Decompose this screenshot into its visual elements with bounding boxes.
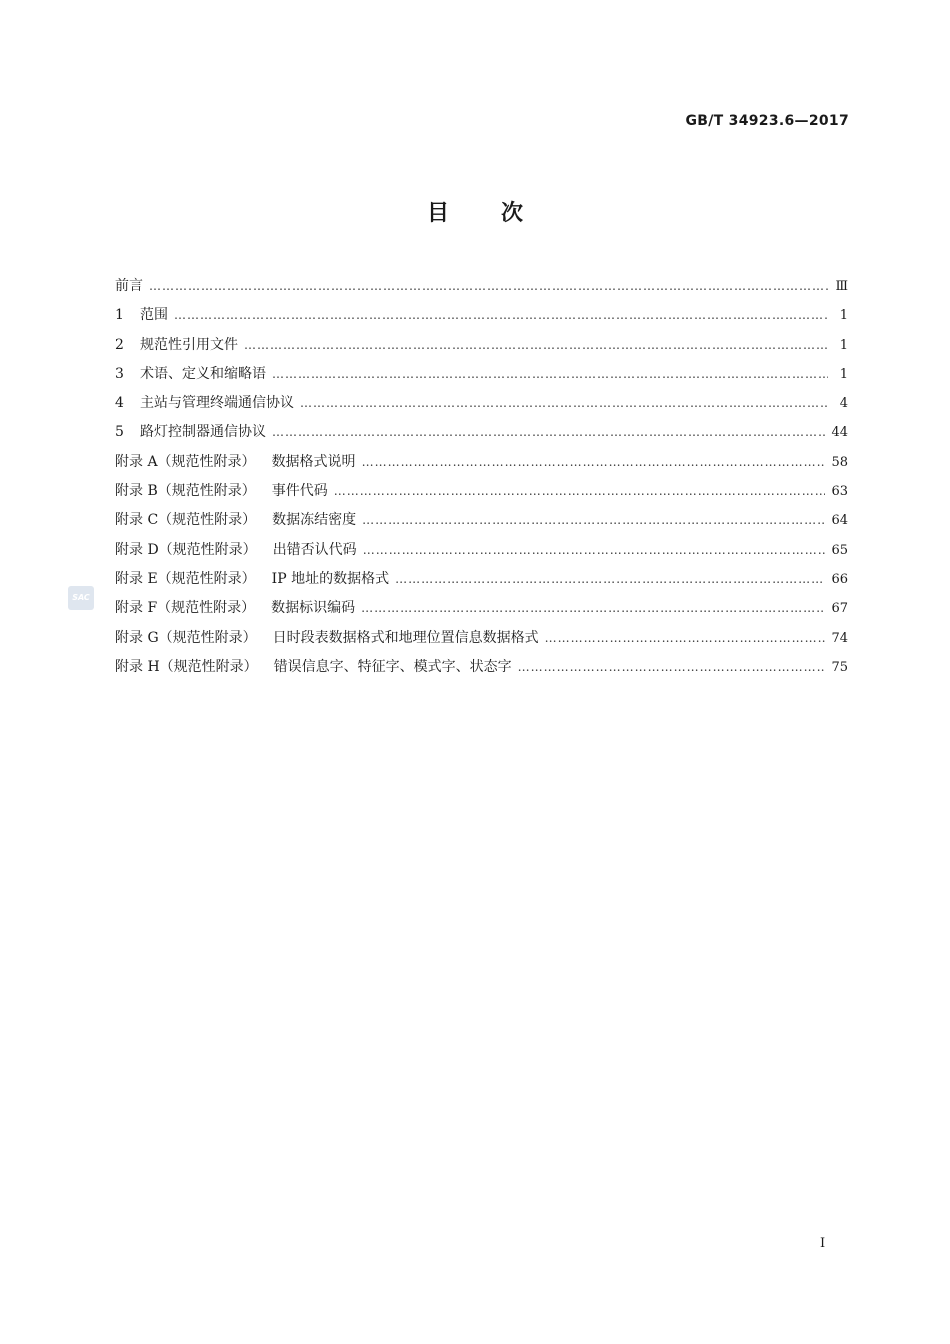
toc-entry-page: 1 — [839, 308, 848, 324]
toc-dot-leader — [174, 301, 828, 330]
toc-dot-leader — [300, 389, 828, 418]
toc-entry-text: 主站与管理终端通信协议 — [140, 395, 294, 412]
toc-entry-number: 1 — [115, 307, 124, 324]
toc-entry-subtitle: IP 地址的数据格式 — [271, 570, 390, 587]
toc-entry-page: 58 — [831, 454, 848, 470]
toc-dot-leader — [272, 360, 828, 389]
toc-entry-label — [115, 418, 266, 447]
toc-entry-text: 术语、定义和缩略语 — [140, 365, 266, 382]
toc-entry-page: 64 — [831, 513, 848, 529]
toc-entry-text: 附录 C（规范性附录） — [115, 512, 257, 529]
toc-entry-page: 63 — [831, 484, 848, 500]
toc-entry-page: 44 — [831, 425, 848, 441]
toc-entry-text: 范围 — [140, 307, 168, 324]
toc-entry-text: 附录 E（规范性附录） — [115, 570, 256, 587]
toc-entry-label — [115, 301, 168, 330]
toc-entry-page: 65 — [831, 542, 848, 558]
toc-dot-leader — [362, 448, 826, 477]
page-number: I — [820, 1236, 826, 1251]
toc-dot-leader — [361, 594, 825, 623]
toc-entry-label — [115, 624, 539, 653]
toc-entry[interactable] — [115, 653, 848, 682]
toc-entry-text: 路灯控制器通信协议 — [140, 424, 266, 441]
toc-entry-label — [115, 272, 143, 301]
toc-dot-leader — [334, 477, 826, 506]
toc-entry-number: 4 — [115, 395, 124, 412]
toc-entry-text: 附录 D（规范性附录） — [115, 541, 257, 558]
toc-dot-leader — [518, 653, 826, 682]
toc-entry-page: 1 — [839, 337, 848, 353]
toc-entry-subtitle: 日时段表数据格式和地理位置信息数据格式 — [272, 629, 539, 646]
toc-entry[interactable] — [115, 536, 848, 565]
toc-entry-subtitle: 数据格式说明 — [271, 453, 356, 470]
toc-entry-page: 67 — [831, 601, 848, 617]
toc-entry-number: 3 — [115, 365, 124, 382]
toc-entry-text: 规范性引用文件 — [140, 336, 238, 353]
toc-entry-number: 2 — [115, 336, 124, 353]
toc-entry-label — [115, 653, 512, 682]
toc-entry[interactable] — [115, 272, 848, 301]
toc-dot-leader — [272, 418, 825, 447]
toc-entry-page: 1 — [839, 366, 848, 382]
toc-entry[interactable] — [115, 477, 848, 506]
toc-entry-label — [115, 448, 356, 477]
toc-entry-label — [115, 331, 238, 360]
toc-entry-page: 75 — [831, 659, 848, 675]
toc-entry[interactable] — [115, 624, 848, 653]
toc-entry-label — [115, 389, 294, 418]
toc-entry-label — [115, 536, 357, 565]
toc-entry-page: 4 — [839, 396, 848, 412]
toc-entry-subtitle: 数据冻结密度 — [272, 512, 357, 529]
toc-dot-leader — [244, 331, 828, 360]
toc-entry[interactable] — [115, 565, 848, 594]
toc-entry-label — [115, 360, 266, 389]
toc-dot-leader — [149, 272, 828, 301]
toc-entry-label — [115, 477, 328, 506]
toc-entry-text: 附录 H（规范性附录） — [115, 658, 258, 675]
toc-entry[interactable] — [115, 331, 848, 360]
toc-entry[interactable] — [115, 448, 848, 477]
toc-entry[interactable] — [115, 389, 848, 418]
toc-entry[interactable] — [115, 360, 848, 389]
toc-entry-subtitle: 数据标识编码 — [271, 600, 356, 617]
toc-entry-page: 66 — [831, 571, 848, 587]
toc-entry-number: 5 — [115, 424, 124, 441]
toc-entry[interactable] — [115, 301, 848, 330]
toc-entry-label — [115, 594, 355, 623]
toc-entry-text: 附录 A（规范性附录） — [115, 453, 256, 470]
toc-entry-page: 74 — [831, 630, 848, 646]
toc-title: 目次 — [426, 201, 575, 226]
toc-entry-subtitle: 出错否认代码 — [272, 541, 357, 558]
toc-entry[interactable] — [115, 506, 848, 535]
toc-entry-label — [115, 565, 389, 594]
toc-entry-text: 附录 B（规范性附录） — [115, 483, 256, 500]
toc-entry[interactable] — [115, 418, 848, 447]
table-of-contents — [115, 272, 848, 682]
toc-dot-leader — [395, 565, 825, 594]
toc-entry-text: 附录 G（规范性附录） — [115, 629, 257, 646]
sac-watermark-logo: SAC — [68, 586, 94, 610]
toc-dot-leader — [362, 506, 825, 535]
toc-entry-page: Ⅲ — [835, 279, 848, 294]
toc-entry-subtitle: 事件代码 — [271, 483, 328, 500]
toc-entry-text: 附录 F（规范性附录） — [115, 600, 256, 617]
toc-entry-label — [115, 506, 356, 535]
toc-entry[interactable] — [115, 594, 848, 623]
toc-entry-subtitle: 错误信息字、特征字、模式字、状态字 — [273, 658, 512, 675]
toc-dot-leader — [363, 536, 826, 565]
toc-entry-text: 前言 — [115, 278, 143, 294]
standard-number: GB/T 34923.6—2017 — [685, 113, 849, 129]
toc-dot-leader — [545, 624, 826, 653]
